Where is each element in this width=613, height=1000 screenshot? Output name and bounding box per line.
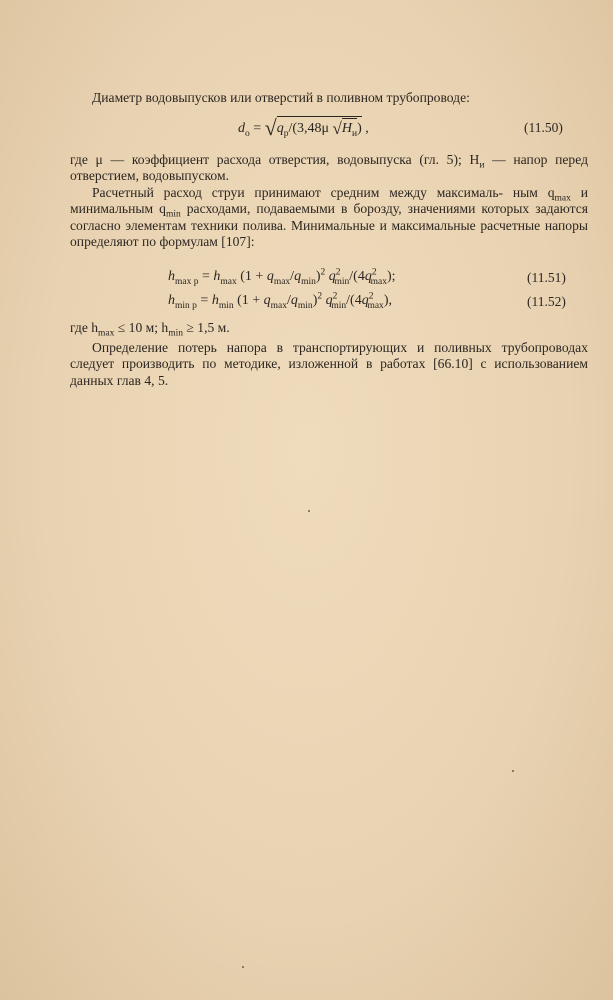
text-flow-c: и минимальным q — [70, 185, 588, 217]
subscript-h: и — [479, 160, 485, 171]
paragraph-limits — [70, 320, 588, 339]
text-flow-b: ным q — [512, 185, 555, 200]
text-losses: Определение потерь напора в транспортирующих и поливных трубопроводах следует производить по методике, изложенной в работах [66.10] с использованием данных глав 4, 5. — [70, 340, 588, 388]
paragraph-mu-definition — [70, 152, 588, 185]
text-diameter-intro: Диаметр водовыпусков или отверстий в поливном трубопроводе: — [92, 90, 470, 105]
equation-11-52: $h_{min р} = h_{min}$ $(1 + q_{max}/q_{min})^2$ $q^2_{min}/(4q^2_{max})$, — [168, 291, 392, 311]
subscript-hmin: min — [168, 328, 184, 339]
text-mu-definition: где μ — коэффициент расхода отверстия, водовыпуска (гл. 5); H — [70, 152, 480, 167]
subscript-max: max — [554, 193, 571, 204]
equation-11-51: $h_{max р} = h_{max}$ $(1 + q_{max}/q_{min})^2$ $q^2_{min}/(4q^2_{max})$; — [168, 267, 396, 287]
text-limit-a: где h — [70, 320, 99, 335]
paragraph-flow-rate — [70, 185, 588, 250]
paper-speck — [242, 966, 244, 968]
text-flow-a: Расчетный расход струи принимают средним между максималь- — [92, 185, 504, 200]
subscript-min: min — [165, 210, 181, 221]
paragraph-diameter-intro — [70, 90, 588, 106]
text-limit-b: ≤ 10 м; h — [114, 320, 169, 335]
paragraph-losses — [70, 340, 588, 389]
text-head-definition: — напор перед отверстием, водовыпуском. — [70, 152, 588, 184]
equation-number-11-50: (11.50) — [524, 120, 563, 135]
paper-speck — [308, 510, 310, 512]
equation-number-11-52: (11.52) — [527, 294, 566, 309]
equation-number-11-51: (11.51) — [527, 270, 566, 285]
equation-11-50: $d_о = √q_р/(3,48\mu$ $√H_и$) , — [238, 115, 369, 140]
text-limit-c: ≥ 1,5 м. — [183, 320, 230, 335]
text-flow-d: расходами, подаваемыми в борозду, значениями которых задаются согласно элементам техники полива. Минимальные и максимальные расчетные напоры определяют по формулам [107]: — [70, 201, 588, 249]
paper-speck — [512, 770, 514, 772]
subscript-hmax: max — [98, 328, 115, 339]
